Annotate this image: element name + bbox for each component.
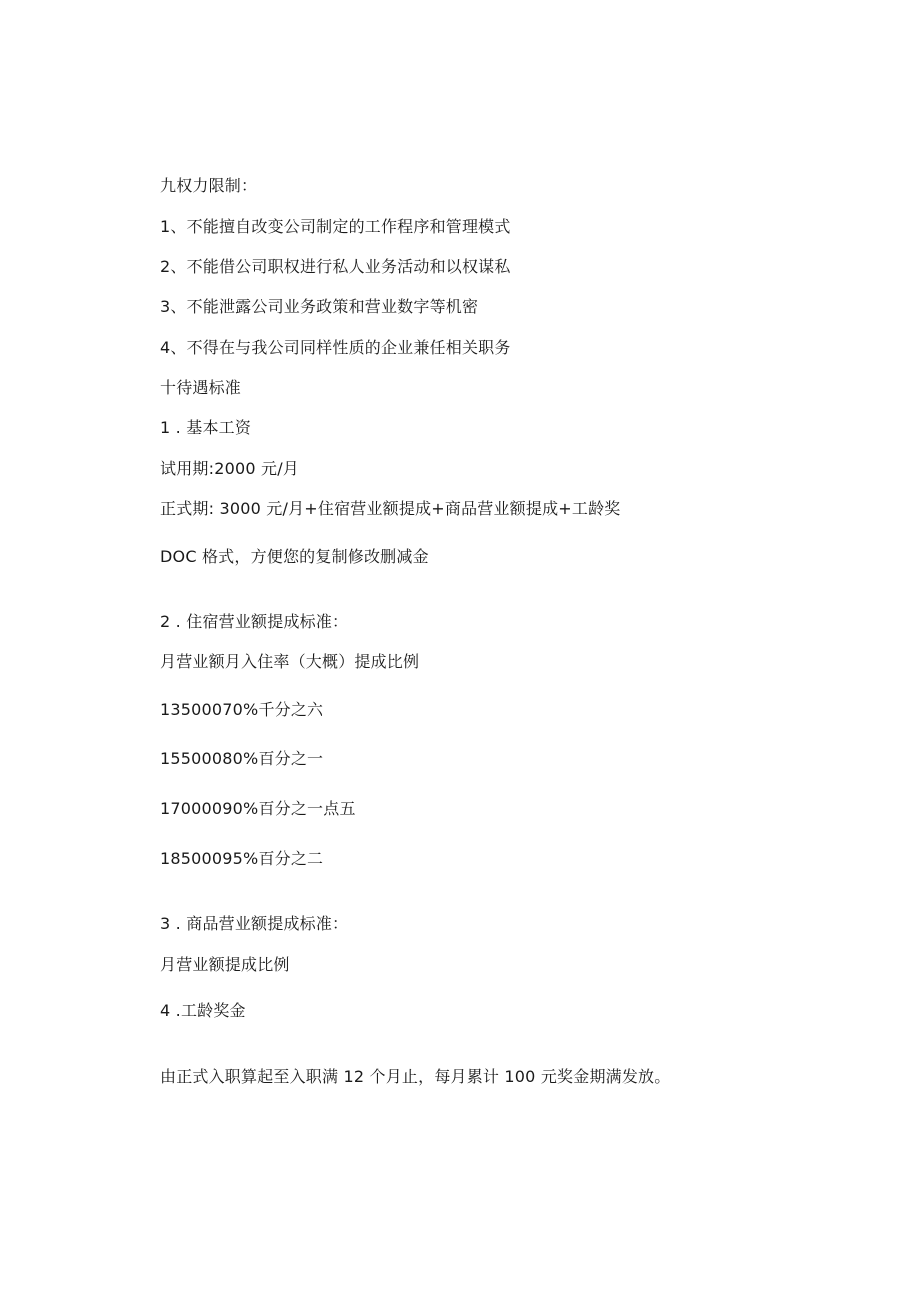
section-9-heading: 九权力限制： [160, 176, 258, 195]
lodging-commission-row: 17000090%百分之一点五 [160, 799, 356, 818]
seniority-bonus-desc: 由正式入职算起至入职满 12 个月止，每月累计 100 元奖金期满发放。 [160, 1067, 671, 1086]
restriction-item-3: 3、不能泄露公司业务政策和营业数字等机密 [160, 297, 479, 316]
goods-commission-title: 3 . 商品营业额提成标准： [160, 914, 349, 933]
lodging-commission-row: 13500070%千分之六 [160, 700, 324, 719]
lodging-commission-title: 2 . 住宿营业额提成标准： [160, 612, 349, 631]
lodging-commission-row: 18500095%百分之二 [160, 849, 324, 868]
probation-salary: 试用期:2000 元/月 [160, 459, 299, 478]
goods-commission-header: 月营业额提成比例 [160, 955, 290, 974]
lodging-commission-row: 15500080%百分之一 [160, 749, 324, 768]
lodging-commission-header: 月营业额月入住率（大概）提成比例 [160, 652, 420, 671]
base-salary-title: 1 . 基本工资 [160, 418, 252, 437]
restriction-item-1: 1、不能擅自改变公司制定的工作程序和管理模式 [160, 217, 511, 236]
seniority-bonus-title: 4 .工龄奖金 [160, 1001, 246, 1020]
regular-salary: 正式期: 3000 元/月+住宿营业额提成+商品营业额提成+工龄奖 [160, 499, 621, 518]
restriction-item-2: 2、不能借公司职权进行私人业务活动和以权谋私 [160, 257, 511, 276]
doc-format-note: DOC 格式，方便您的复制修改删减金 [160, 547, 429, 566]
restriction-item-4: 4、不得在与我公司同样性质的企业兼任相关职务 [160, 338, 511, 357]
section-10-heading: 十待遇标准 [160, 378, 242, 397]
